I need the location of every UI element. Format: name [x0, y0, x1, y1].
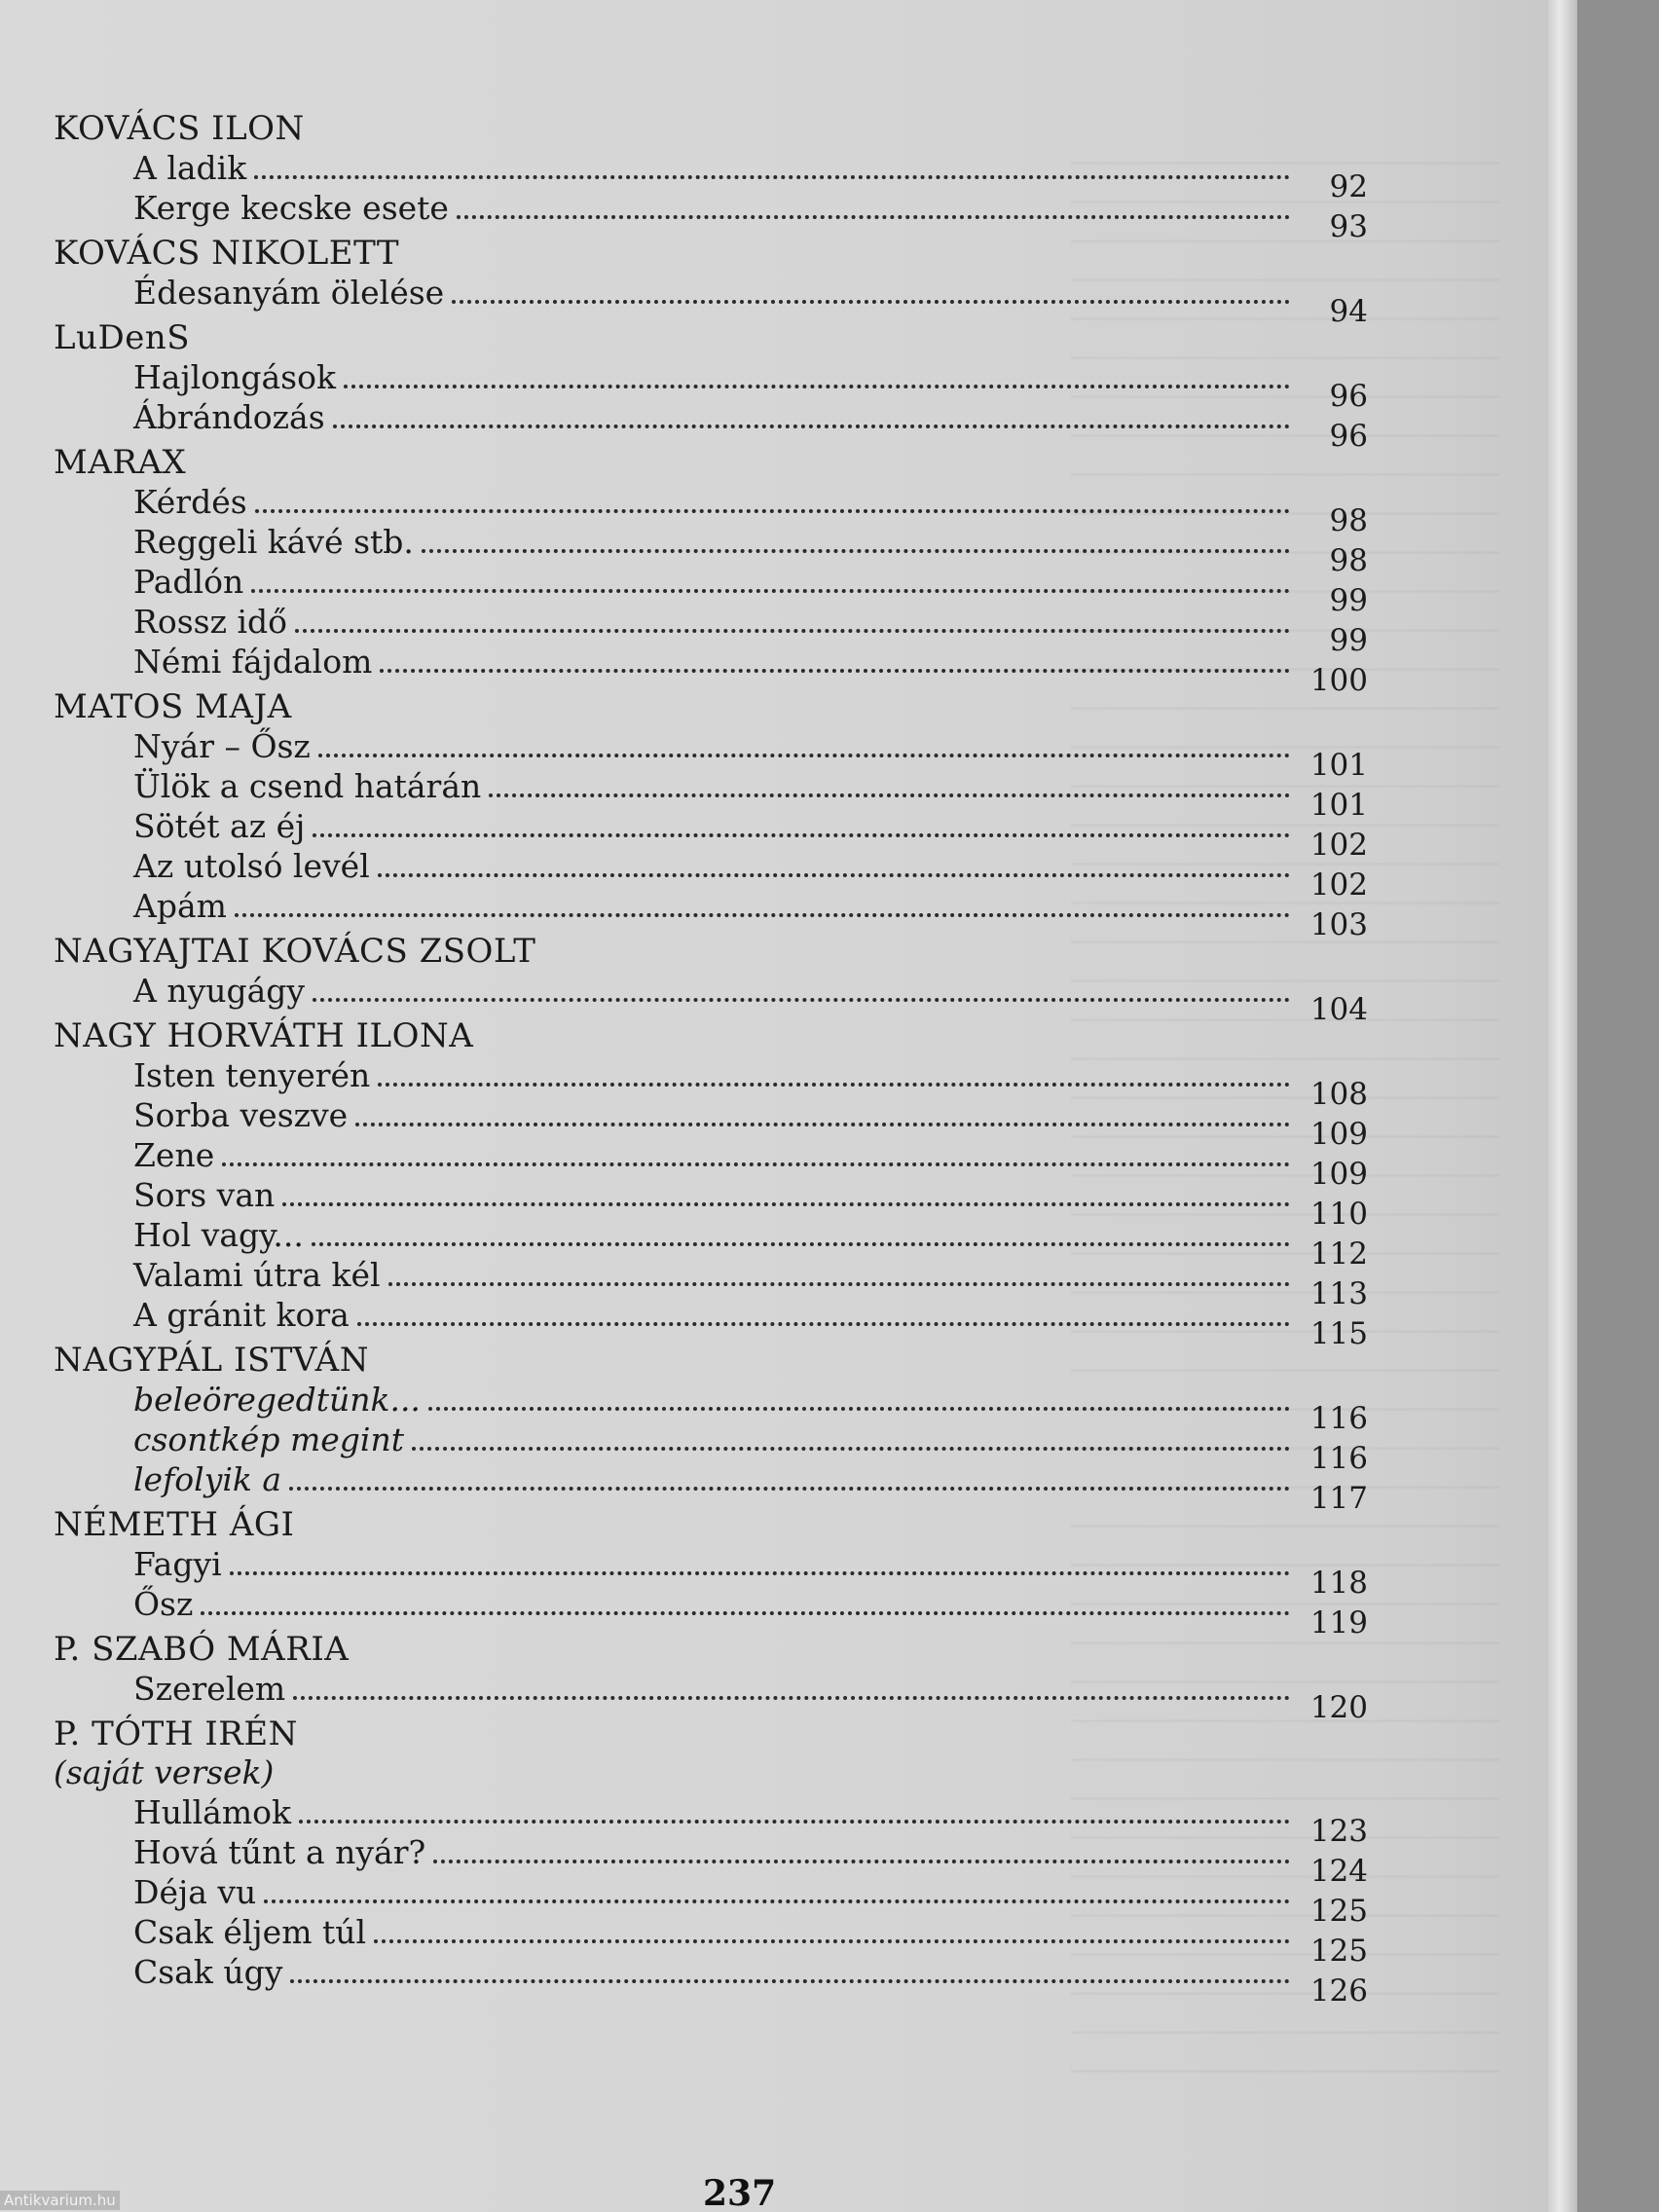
entry-title: csontkép megint	[133, 1420, 404, 1458]
dot-leader	[380, 669, 1290, 673]
dot-leader	[489, 793, 1290, 797]
entry-title: Szerelem	[133, 1670, 286, 1708]
entry-title: Ülök a csend határán	[133, 767, 482, 805]
toc-entry	[54, 886, 1368, 942]
entry-page-number: 109	[1309, 1117, 1368, 1152]
watermark: Antikvarium.hu	[0, 2191, 120, 2210]
entry-title: Isten tenyerén	[133, 1056, 371, 1094]
entry-title: A ladik	[133, 149, 247, 187]
entry-title: Apám	[133, 887, 227, 925]
author-name: MATOS MAJA	[54, 687, 292, 726]
toc-entry	[54, 1255, 1368, 1311]
toc-entry	[54, 1419, 1368, 1476]
entry-title: Hol vagy...	[133, 1216, 304, 1254]
entry-page-number: 112	[1309, 1236, 1368, 1272]
dot-leader	[230, 1571, 1290, 1575]
toc-section	[54, 1505, 1368, 1641]
entry-page-number: 103	[1309, 907, 1368, 942]
toc-entry	[54, 602, 1368, 658]
dot-leader	[378, 1083, 1290, 1087]
entry-page-number: 92	[1329, 169, 1368, 204]
toc-entry	[54, 1832, 1368, 1889]
toc-entry	[54, 806, 1368, 863]
dot-leader	[312, 1242, 1290, 1246]
toc-entry	[54, 1380, 1368, 1436]
toc-entry	[54, 766, 1368, 823]
entry-page-number: 96	[1329, 379, 1368, 414]
toc-entry	[54, 397, 1368, 454]
page-number: 237	[703, 2173, 777, 2212]
toc-entry	[54, 522, 1368, 578]
toc-entry	[54, 726, 1368, 783]
toc-entry	[54, 1912, 1368, 1969]
entry-page-number: 102	[1309, 828, 1368, 863]
toc-entry	[54, 1295, 1368, 1351]
section-subtitle: (saját versek)	[54, 1753, 275, 1791]
toc-entry	[54, 1952, 1368, 2009]
entry-page-number: 96	[1329, 419, 1368, 454]
entry-title: Kerge kecske esete	[133, 189, 449, 227]
entry-page-number: 102	[1309, 867, 1368, 903]
table-of-contents	[54, 109, 1368, 2009]
toc-entry	[54, 1584, 1368, 1641]
entry-title: Ősz	[133, 1585, 194, 1623]
toc-entry	[54, 971, 1368, 1027]
toc-section	[54, 1016, 1368, 1351]
entry-page-number: 99	[1329, 583, 1368, 618]
author-name: NAGY HORVÁTH ILONA	[54, 1016, 474, 1055]
dot-leader	[235, 913, 1290, 917]
dot-leader	[333, 424, 1290, 428]
entry-page-number: 126	[1309, 1973, 1368, 2009]
author-name: NAGYAJTAI KOVÁCS ZSOLT	[54, 932, 536, 971]
entry-title: Valami útra kél	[133, 1256, 381, 1294]
dot-leader	[255, 509, 1290, 513]
entry-page-number: 113	[1309, 1276, 1368, 1311]
entry-page-number: 119	[1309, 1605, 1368, 1641]
entry-page-number: 94	[1329, 294, 1368, 329]
entry-title: Némi fájdalom	[133, 643, 373, 681]
entry-title: Édesanyám ölelése	[133, 274, 445, 312]
entry-title: Fagyi	[133, 1545, 222, 1583]
toc-entry	[54, 273, 1368, 329]
entry-page-number: 125	[1309, 1934, 1368, 1969]
toc-entry	[54, 1792, 1368, 1849]
dot-leader	[452, 300, 1290, 304]
entry-title: Kérdés	[133, 483, 247, 521]
dot-leader	[251, 589, 1290, 593]
toc-entry	[54, 642, 1368, 698]
dot-leader	[344, 385, 1290, 388]
entry-page-number: 123	[1309, 1814, 1368, 1849]
entry-page-number: 101	[1309, 748, 1368, 783]
toc-entry	[54, 1872, 1368, 1929]
author-name: P. TÓTH IRÉN	[54, 1714, 298, 1753]
dot-leader	[290, 1979, 1290, 1983]
entry-title: Reggeli kávé stb.	[133, 523, 414, 561]
dot-leader	[318, 754, 1290, 757]
toc-entry	[54, 846, 1368, 903]
entry-page-number: 125	[1309, 1894, 1368, 1929]
entry-page-number: 93	[1329, 209, 1368, 244]
page-edge	[1548, 0, 1577, 2212]
dot-leader	[457, 215, 1290, 219]
dot-leader	[422, 549, 1290, 553]
entry-page-number: 99	[1329, 623, 1368, 658]
toc-entry	[54, 188, 1368, 244]
dot-leader	[295, 629, 1290, 633]
entry-page-number: 101	[1309, 788, 1368, 823]
toc-entry	[54, 1055, 1368, 1112]
toc-entry	[54, 1095, 1368, 1152]
entry-title: Csak úgy	[133, 1953, 283, 1991]
author-name: MARAX	[54, 443, 187, 482]
author-name: NÉMETH ÁGI	[54, 1505, 295, 1544]
dot-leader	[293, 1696, 1290, 1700]
author-name: P. SZABÓ MÁRIA	[54, 1630, 350, 1669]
toc-entry	[54, 1459, 1368, 1516]
entry-title: Csak éljem túl	[133, 1913, 367, 1951]
toc-entry	[54, 1175, 1368, 1232]
toc-section	[54, 687, 1368, 942]
entry-title: Hajlongások	[133, 358, 336, 396]
entry-title: Zene	[133, 1136, 215, 1174]
toc-entry	[54, 562, 1368, 618]
dot-leader	[433, 1860, 1290, 1863]
dot-leader	[374, 1939, 1290, 1943]
dot-leader	[313, 833, 1290, 837]
entry-page-number: 100	[1309, 663, 1368, 698]
entry-title: Padlón	[133, 563, 244, 601]
entry-page-number: 98	[1329, 503, 1368, 538]
toc-section	[54, 443, 1368, 698]
toc-section	[54, 1630, 1368, 1725]
entry-page-number: 115	[1309, 1316, 1368, 1351]
dot-leader	[289, 1487, 1290, 1491]
toc-section	[54, 109, 1368, 244]
dot-leader	[313, 998, 1290, 1002]
author-name: KOVÁCS ILON	[54, 109, 305, 148]
author-name: LuDenS	[54, 318, 191, 357]
entry-page-number: 104	[1309, 992, 1368, 1027]
dot-leader	[282, 1202, 1290, 1206]
entry-page-number: 116	[1309, 1441, 1368, 1476]
entry-page-number: 98	[1329, 543, 1368, 578]
entry-title: Sors van	[133, 1176, 276, 1214]
entry-title: beleöregedtünk...	[133, 1381, 421, 1419]
dot-leader	[254, 175, 1290, 179]
dot-leader	[201, 1611, 1290, 1615]
dot-leader	[412, 1447, 1290, 1451]
entry-page-number: 118	[1309, 1566, 1368, 1601]
entry-page-number: 117	[1309, 1481, 1368, 1516]
entry-title: A gránit kora	[133, 1296, 350, 1334]
dot-leader	[264, 1899, 1290, 1903]
toc-section	[54, 1341, 1368, 1516]
toc-section	[54, 234, 1368, 329]
entry-title: Sötét az éj	[133, 807, 306, 845]
entry-title: Hullámok	[133, 1793, 291, 1831]
entry-page-number: 120	[1309, 1690, 1368, 1725]
dot-leader	[299, 1820, 1290, 1824]
entry-title: Déja vu	[133, 1873, 257, 1911]
author-name: KOVÁCS NIKOLETT	[54, 234, 400, 273]
entry-page-number: 116	[1309, 1401, 1368, 1436]
toc-entry	[54, 357, 1368, 414]
author-name: NAGYPÁL ISTVÁN	[54, 1341, 369, 1380]
entry-page-number: 124	[1309, 1854, 1368, 1889]
entry-title: lefolyik a	[133, 1460, 282, 1498]
entry-title: Ábrándozás	[133, 398, 325, 436]
toc-entry	[54, 482, 1368, 538]
toc-entry	[54, 148, 1368, 204]
dot-leader	[388, 1282, 1290, 1286]
entry-title: A nyugágy	[133, 972, 306, 1010]
toc-entry	[54, 1669, 1368, 1725]
entry-page-number: 109	[1309, 1157, 1368, 1192]
dot-leader	[357, 1322, 1290, 1326]
entry-page-number: 108	[1309, 1077, 1368, 1112]
toc-entry	[54, 1215, 1368, 1272]
entry-title: Hová tűnt a nyár?	[133, 1833, 426, 1871]
dot-leader	[355, 1123, 1290, 1126]
toc-entry	[54, 1544, 1368, 1601]
toc-section	[54, 932, 1368, 1027]
toc-section	[54, 1714, 1368, 2009]
entry-page-number: 110	[1309, 1197, 1368, 1232]
entry-title: Rossz idő	[133, 603, 288, 641]
toc-section	[54, 318, 1368, 454]
dot-leader	[428, 1407, 1290, 1411]
entry-title: Sorba veszve	[133, 1096, 349, 1134]
dot-leader	[222, 1162, 1290, 1166]
dot-leader	[378, 873, 1290, 877]
entry-title: Az utolsó levél	[133, 847, 370, 885]
toc-entry	[54, 1135, 1368, 1192]
entry-title: Nyár – Ősz	[133, 727, 311, 765]
